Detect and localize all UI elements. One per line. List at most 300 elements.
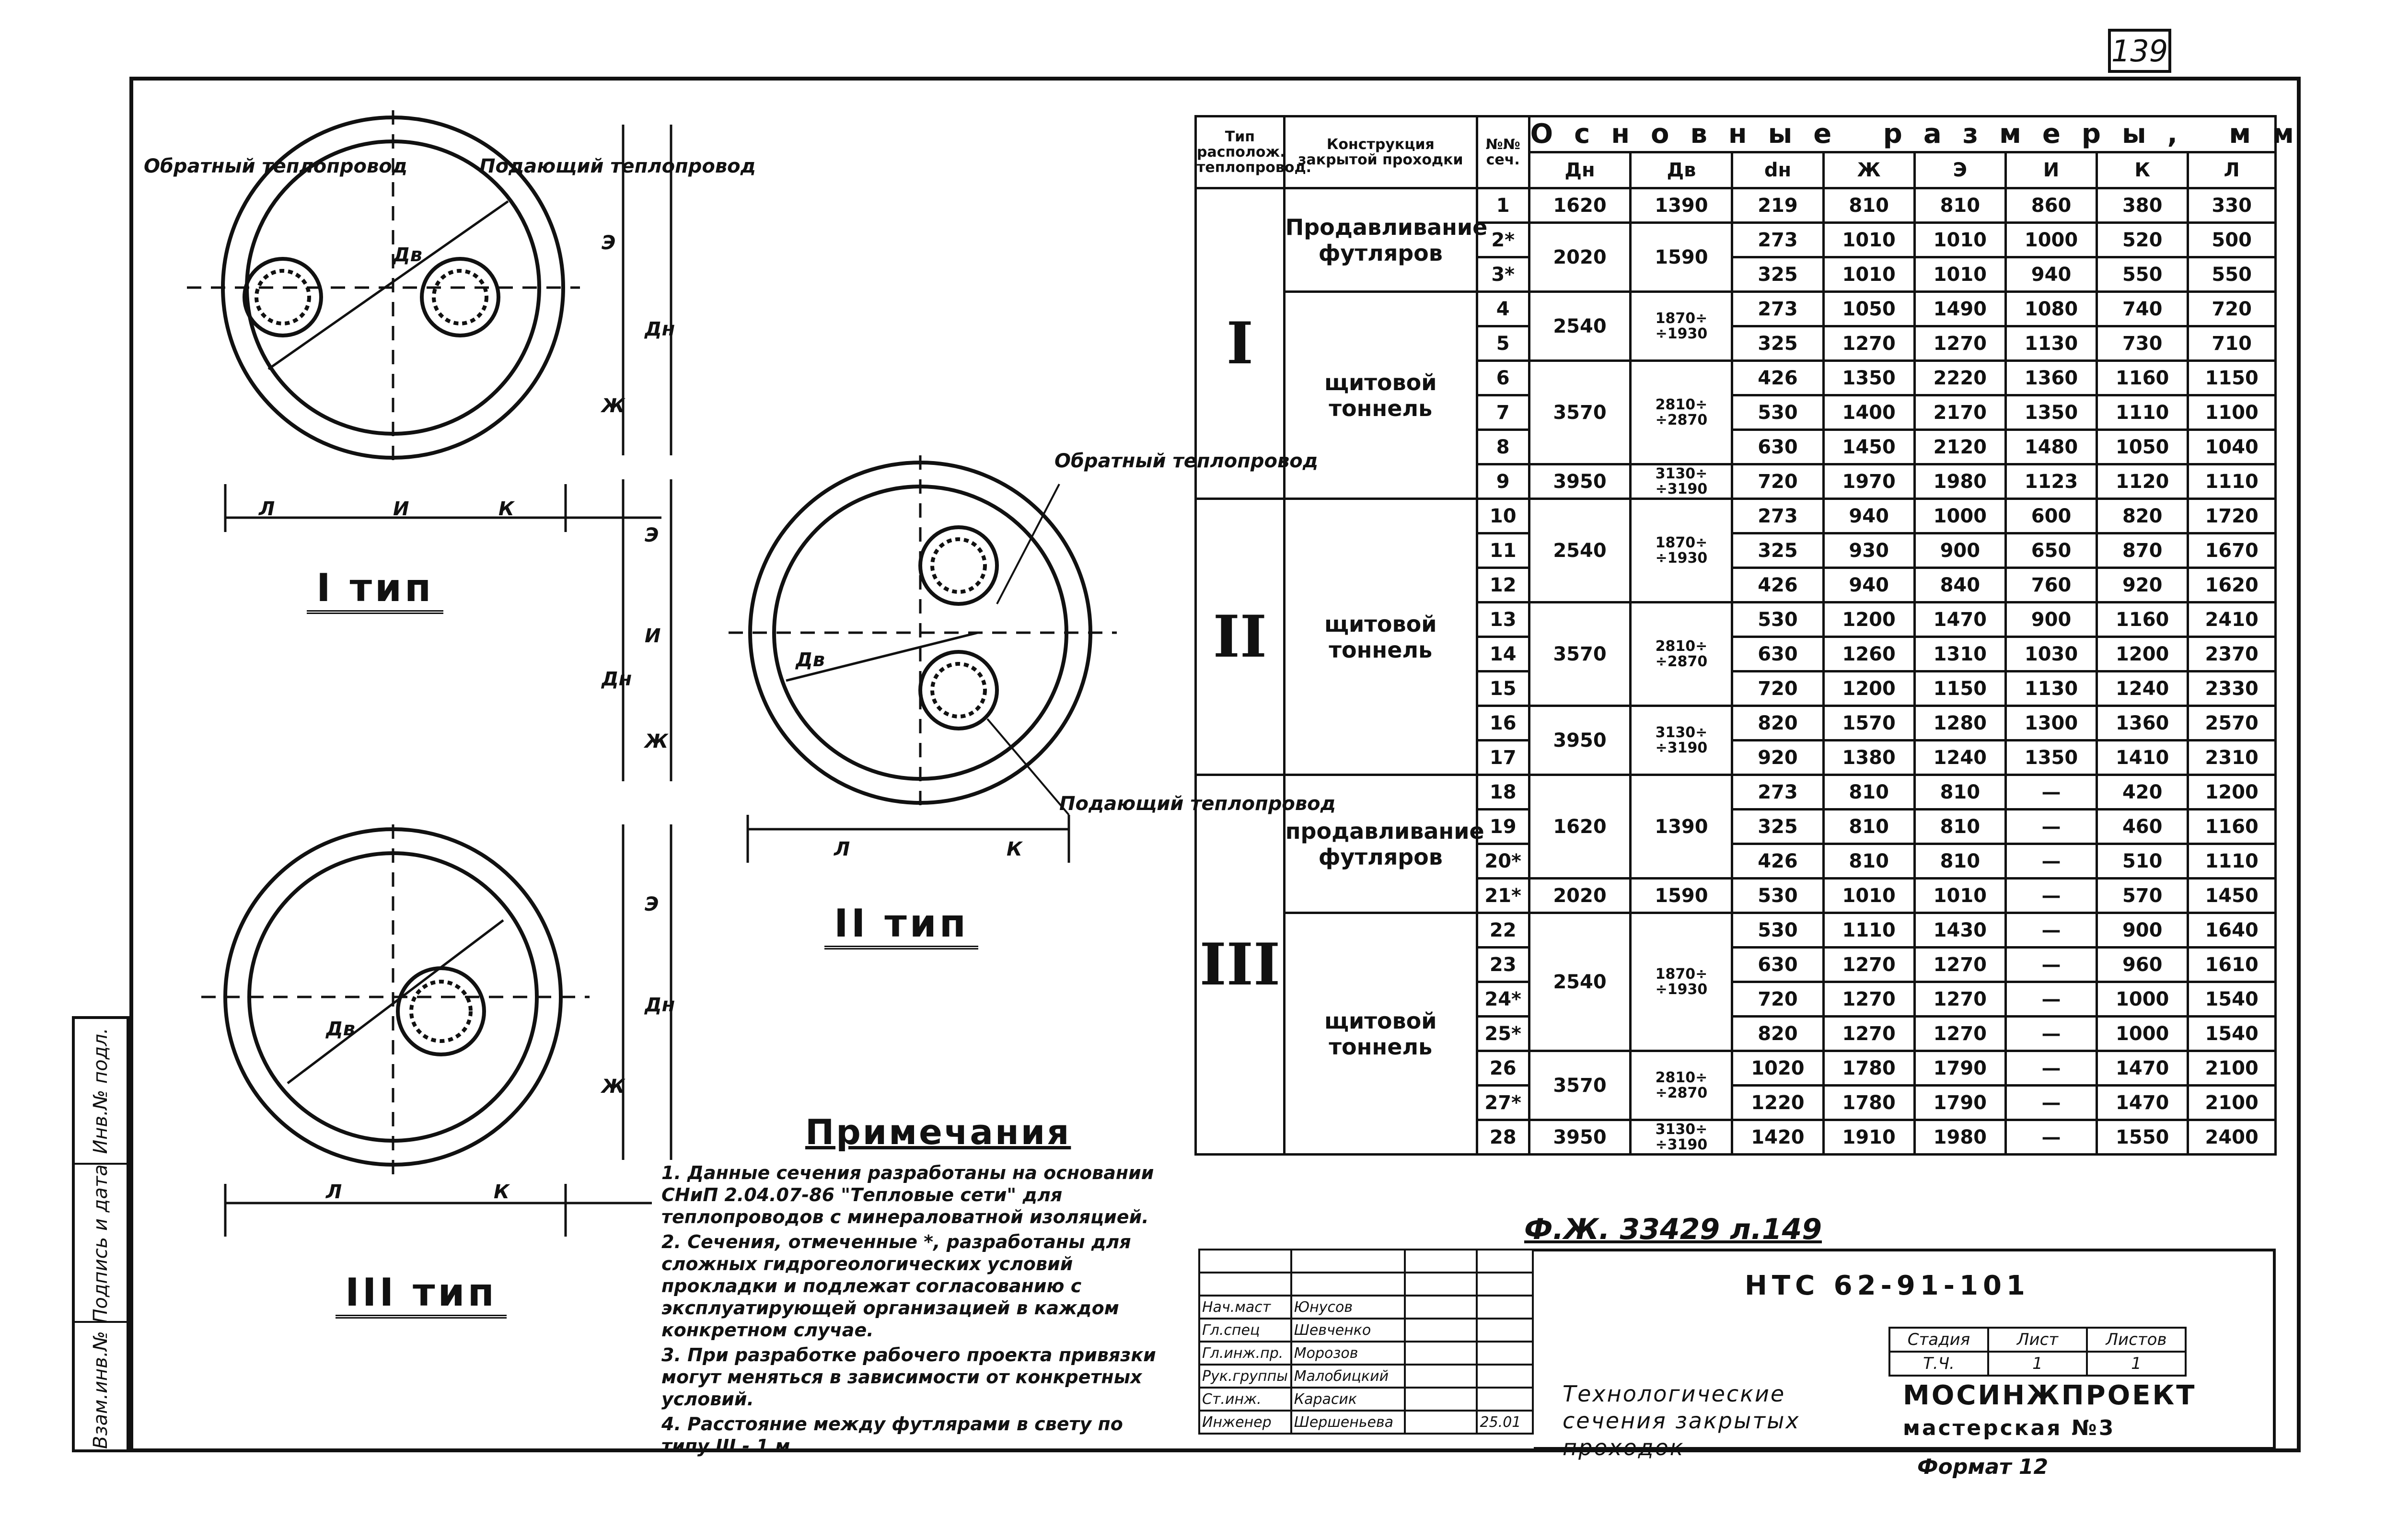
cell-l: 1540 xyxy=(2188,982,2276,1017)
cell-dn-small: 325 xyxy=(1732,257,1823,292)
cell-dn: 2020 xyxy=(1529,223,1631,292)
cell-dv: 3130÷ ÷3190 xyxy=(1631,706,1732,775)
signatures-table xyxy=(1198,1249,1534,1435)
cell-zh: 1110 xyxy=(1823,913,1914,948)
cell-k: 1410 xyxy=(2097,741,2188,775)
cell-dn-small: 630 xyxy=(1732,948,1823,982)
table-row xyxy=(1196,292,2276,326)
cell-k: 380 xyxy=(2097,188,2188,223)
cell-zh: 1350 xyxy=(1823,361,1914,395)
sig-role: Гл.инж.пр. xyxy=(1199,1342,1291,1365)
t3-vdim-e: Э xyxy=(645,893,659,915)
cell-e: 1470 xyxy=(1914,602,2005,637)
cell-zh: 1570 xyxy=(1823,706,1914,741)
signature-row xyxy=(1199,1365,1533,1388)
cell-l: 2410 xyxy=(2188,602,2276,637)
cell-l: 1450 xyxy=(2188,879,2276,913)
cell-dn-small: 325 xyxy=(1732,533,1823,568)
stage-value: Т.Ч. xyxy=(1889,1352,1988,1376)
cell-l: 1620 xyxy=(2188,568,2276,602)
cell-i: — xyxy=(2005,1120,2096,1155)
t1-diam: Дв xyxy=(393,244,422,266)
cell-num: 23 xyxy=(1477,948,1529,982)
cell-k: 1050 xyxy=(2097,430,2188,464)
cell-num: 8 xyxy=(1477,430,1529,464)
cell-k: 920 xyxy=(2097,568,2188,602)
cell-l: 2100 xyxy=(2188,1086,2276,1120)
cell-num: 25* xyxy=(1477,1017,1529,1051)
cell-e: 1240 xyxy=(1914,741,2005,775)
organization-sub: мастерская №3 xyxy=(1903,1416,2116,1440)
cell-i: — xyxy=(2005,1086,2096,1120)
cell-num: 27* xyxy=(1477,1086,1529,1120)
sig-role: Рук.группы xyxy=(1199,1365,1291,1388)
cell-k: 1240 xyxy=(2097,672,2188,706)
cell-dn-small: 426 xyxy=(1732,361,1823,395)
organization-name: МОСИНЖПРОЕКТ xyxy=(1903,1380,2197,1411)
cell-l: 1200 xyxy=(2188,775,2276,810)
cell-e: 1430 xyxy=(1914,913,2005,948)
cell-l: 1040 xyxy=(2188,430,2276,464)
cell-num: 3* xyxy=(1477,257,1529,292)
sig-date: 25.01 xyxy=(1477,1411,1533,1434)
t1-dim-k: К xyxy=(498,498,514,520)
dimensions-table xyxy=(1194,115,2315,1156)
cell-e: 1010 xyxy=(1914,257,2005,292)
row-type: III xyxy=(1196,775,1285,1155)
type3-diagram xyxy=(201,824,671,1237)
cell-dn-small: 820 xyxy=(1732,706,1823,741)
cell-num: 9 xyxy=(1477,464,1529,499)
t2-vdim-i: И xyxy=(645,625,661,647)
sig-role: Нач.маст xyxy=(1199,1296,1291,1319)
sidebar-label-2: Подпись и дата xyxy=(90,1164,112,1323)
sig-date xyxy=(1477,1388,1533,1411)
cell-dn: 3950 xyxy=(1529,706,1631,775)
cell-l: 2400 xyxy=(2188,1120,2276,1155)
type1-label: I тип xyxy=(307,566,443,614)
dimensions-table-body xyxy=(1196,188,2276,1155)
cell-zh: 1200 xyxy=(1823,602,1914,637)
cell-dn: 2540 xyxy=(1529,292,1631,361)
cell-e: 1270 xyxy=(1914,982,2005,1017)
cell-num: 1 xyxy=(1477,188,1529,223)
cell-num: 13 xyxy=(1477,602,1529,637)
cell-dn-small: 426 xyxy=(1732,568,1823,602)
sig-role: Инженер xyxy=(1199,1411,1291,1434)
cell-zh: 810 xyxy=(1823,188,1914,223)
cell-num: 21* xyxy=(1477,879,1529,913)
cell-dn-small: 630 xyxy=(1732,637,1823,672)
cell-i: 1130 xyxy=(2005,326,2096,361)
stage-box xyxy=(1888,1327,2187,1377)
row-construction: щитовой тоннель xyxy=(1284,499,1477,775)
cell-e: 810 xyxy=(1914,810,2005,844)
row-construction: щитовой тоннель xyxy=(1284,292,1477,499)
sidebar-label-3: Взам.инв.№ xyxy=(90,1331,112,1449)
cell-k: 420 xyxy=(2097,775,2188,810)
cell-i: — xyxy=(2005,810,2096,844)
signature-row xyxy=(1199,1411,1533,1434)
cell-i: 1350 xyxy=(2005,741,2096,775)
cell-e: 810 xyxy=(1914,188,2005,223)
cell-k: 1110 xyxy=(2097,395,2188,430)
cell-e: 2220 xyxy=(1914,361,2005,395)
cell-zh: 930 xyxy=(1823,533,1914,568)
sig-date xyxy=(1477,1296,1533,1319)
cell-l: 500 xyxy=(2188,223,2276,257)
cell-l: 2370 xyxy=(2188,637,2276,672)
sig-date xyxy=(1477,1273,1533,1296)
cell-e: 810 xyxy=(1914,775,2005,810)
t1-vdim-dn: Дн xyxy=(645,318,675,340)
cell-dn-small: 530 xyxy=(1732,879,1823,913)
sig-role: Гл.спец xyxy=(1199,1319,1291,1342)
cell-l: 1110 xyxy=(2188,844,2276,879)
table-row xyxy=(1196,775,2276,810)
cell-num: 26 xyxy=(1477,1051,1529,1086)
hdr-construction: Конструкция закрытой проходки xyxy=(1284,116,1477,188)
cell-e: 1280 xyxy=(1914,706,2005,741)
cell-zh: 1450 xyxy=(1823,430,1914,464)
cell-num: 4 xyxy=(1477,292,1529,326)
cell-e: 1010 xyxy=(1914,879,2005,913)
t2-vdim-dn: Дн xyxy=(602,668,632,690)
cell-dn: 2020 xyxy=(1529,879,1631,913)
cell-zh: 1400 xyxy=(1823,395,1914,430)
cell-i: 1080 xyxy=(2005,292,2096,326)
cell-dn: 3570 xyxy=(1529,602,1631,706)
cell-e: 900 xyxy=(1914,533,2005,568)
cell-k: 520 xyxy=(2097,223,2188,257)
sig-name xyxy=(1291,1250,1405,1273)
cell-zh: 810 xyxy=(1823,775,1914,810)
t3-dim-l: Л xyxy=(326,1181,342,1203)
cell-dn-small: 720 xyxy=(1732,982,1823,1017)
hdr-col-dv: Дв xyxy=(1631,152,1732,188)
sheet-number: 139 xyxy=(2108,29,2171,73)
hdr-col-k: К xyxy=(2097,152,2188,188)
cell-dv: 2810÷ ÷2870 xyxy=(1631,602,1732,706)
sig-role: Ст.инж. xyxy=(1199,1388,1291,1411)
cell-l: 1110 xyxy=(2188,464,2276,499)
cell-zh: 810 xyxy=(1823,844,1914,879)
cell-e: 2170 xyxy=(1914,395,2005,430)
cell-l: 2310 xyxy=(2188,741,2276,775)
sidebar-label-1: Инв.№ подл. xyxy=(90,1028,112,1154)
row-construction: щитовой тоннель xyxy=(1284,913,1477,1155)
cell-dn-small: 1220 xyxy=(1732,1086,1823,1120)
cell-k: 1160 xyxy=(2097,602,2188,637)
cell-i: 1130 xyxy=(2005,672,2096,706)
note-2: 2. Сечения, отмеченные *, разработаны для сложных гидрогеологических условий прокладки и подлежат согласованию с эксплуатирующей организацией в каждом конкретном случае. xyxy=(661,1231,1131,1341)
notes-title: Примечания xyxy=(805,1112,1071,1152)
cell-dn-small: 273 xyxy=(1732,292,1823,326)
t3-diam: Дв xyxy=(326,1018,355,1040)
cell-i: 650 xyxy=(2005,533,2096,568)
cell-k: 740 xyxy=(2097,292,2188,326)
cell-dv: 2810÷ ÷2870 xyxy=(1631,1051,1732,1120)
cell-num: 18 xyxy=(1477,775,1529,810)
signature-row xyxy=(1199,1319,1533,1342)
t2-vdim-e: Э xyxy=(645,524,659,546)
cell-i: 860 xyxy=(2005,188,2096,223)
cell-e: 1010 xyxy=(1914,223,2005,257)
cell-l: 1160 xyxy=(2188,810,2276,844)
cell-e: 1150 xyxy=(1914,672,2005,706)
cell-k: 510 xyxy=(2097,844,2188,879)
sig-date xyxy=(1477,1342,1533,1365)
cell-dv: 1870÷ ÷1930 xyxy=(1631,499,1732,602)
cell-i: — xyxy=(2005,913,2096,948)
cell-i: 1350 xyxy=(2005,395,2096,430)
sig-date xyxy=(1477,1319,1533,1342)
table-row xyxy=(1196,499,2276,533)
note-3: 3. При разработке рабочего проекта привязки могут меняться в зависимости от конкретных условий. xyxy=(661,1344,1156,1410)
cell-i: 940 xyxy=(2005,257,2096,292)
cell-dv: 1870÷ ÷1930 xyxy=(1631,292,1732,361)
sig-name: Юнусов xyxy=(1291,1296,1405,1319)
sig-name xyxy=(1291,1273,1405,1296)
sig-signature xyxy=(1405,1342,1477,1365)
cell-l: 2100 xyxy=(2188,1051,2276,1086)
cell-l: 330 xyxy=(2188,188,2276,223)
type2-diagram xyxy=(623,455,1117,863)
cell-k: 1120 xyxy=(2097,464,2188,499)
cell-dn-small: 720 xyxy=(1732,464,1823,499)
sig-signature xyxy=(1405,1388,1477,1411)
cell-l: 1720 xyxy=(2188,499,2276,533)
signature-row xyxy=(1199,1250,1533,1273)
cell-dn-small: 630 xyxy=(1732,430,1823,464)
sig-role xyxy=(1199,1250,1291,1273)
sig-name: Малобицкий xyxy=(1291,1365,1405,1388)
cell-k: 730 xyxy=(2097,326,2188,361)
archive-stamp: Ф.Ж. 33429 л.149 xyxy=(1524,1213,1822,1246)
cell-k: 1000 xyxy=(2097,1017,2188,1051)
cell-zh: 1050 xyxy=(1823,292,1914,326)
cell-num: 14 xyxy=(1477,637,1529,672)
cell-i: 1480 xyxy=(2005,430,2096,464)
hdr-col-l: Л xyxy=(2188,152,2276,188)
sig-signature xyxy=(1405,1250,1477,1273)
sig-name: Шершеньева xyxy=(1291,1411,1405,1434)
cell-k: 570 xyxy=(2097,879,2188,913)
cell-dn: 2540 xyxy=(1529,499,1631,602)
cell-zh: 1200 xyxy=(1823,672,1914,706)
cell-dn-small: 720 xyxy=(1732,672,1823,706)
signature-row xyxy=(1199,1342,1533,1365)
cell-e: 840 xyxy=(1914,568,2005,602)
cell-e: 1980 xyxy=(1914,464,2005,499)
cell-k: 1470 xyxy=(2097,1086,2188,1120)
cell-k: 900 xyxy=(2097,913,2188,948)
type3-label: III тип xyxy=(336,1270,507,1319)
cell-zh: 1010 xyxy=(1823,879,1914,913)
signature-row xyxy=(1199,1273,1533,1296)
cell-dn-small: 820 xyxy=(1732,1017,1823,1051)
cell-dn-small: 1020 xyxy=(1732,1051,1823,1086)
cell-k: 1470 xyxy=(2097,1051,2188,1086)
cell-i: 1000 xyxy=(2005,223,2096,257)
cell-i: 1030 xyxy=(2005,637,2096,672)
cell-dn: 3570 xyxy=(1529,361,1631,464)
hdr-col-e: Э xyxy=(1914,152,2005,188)
sig-name: Карасик xyxy=(1291,1388,1405,1411)
cell-i: — xyxy=(2005,1051,2096,1086)
t1-left-pipe: Обратный теплопровод xyxy=(144,155,408,177)
cell-dn-small: 530 xyxy=(1732,913,1823,948)
cell-k: 460 xyxy=(2097,810,2188,844)
cell-dn: 2540 xyxy=(1529,913,1631,1051)
t2-vdim-zh: Ж xyxy=(645,730,668,753)
cell-i: 1300 xyxy=(2005,706,2096,741)
cell-dv: 3130÷ ÷3190 xyxy=(1631,1120,1732,1155)
t2-dim-l: Л xyxy=(834,838,850,860)
cell-dn-small: 219 xyxy=(1732,188,1823,223)
row-type: I xyxy=(1196,188,1285,499)
sheet-hdr: Лист xyxy=(1988,1328,2087,1352)
note-1: 1. Данные сечения разработаны на основании СНиП 2.04.07-86 "Тепловые сети" для теплопроводов с минераловатной изоляцией. xyxy=(661,1162,1154,1227)
sheet-value: 1 xyxy=(1988,1352,2087,1376)
cell-l: 1640 xyxy=(2188,913,2276,948)
cell-dv: 2810÷ ÷2870 xyxy=(1631,361,1732,464)
sig-name: Шевченко xyxy=(1291,1319,1405,1342)
sig-signature xyxy=(1405,1411,1477,1434)
hdr-group: Основные размеры, мм xyxy=(1529,116,2275,152)
t1-vdim-e: Э xyxy=(602,232,616,254)
t1-right-pipe: Подающий теплопровод xyxy=(479,155,756,177)
cell-i: 600 xyxy=(2005,499,2096,533)
row-construction: продавливание футляров xyxy=(1284,775,1477,913)
cell-l: 1540 xyxy=(2188,1017,2276,1051)
cell-dn-small: 273 xyxy=(1732,223,1823,257)
cell-num: 10 xyxy=(1477,499,1529,533)
cell-num: 16 xyxy=(1477,706,1529,741)
cell-num: 5 xyxy=(1477,326,1529,361)
cell-l: 1150 xyxy=(2188,361,2276,395)
cell-l: 1610 xyxy=(2188,948,2276,982)
cell-i: 1360 xyxy=(2005,361,2096,395)
cell-dn-small: 1420 xyxy=(1732,1120,1823,1155)
t3-vdim-dn: Дн xyxy=(645,994,675,1016)
cell-zh: 1270 xyxy=(1823,948,1914,982)
cell-num: 28 xyxy=(1477,1120,1529,1155)
cell-dn: 3950 xyxy=(1529,464,1631,499)
cell-zh: 1780 xyxy=(1823,1051,1914,1086)
drawing-title: Технологические сечения закрытых проходок xyxy=(1563,1381,1800,1460)
t2-bottom-pipe: Подающий теплопровод xyxy=(1059,793,1336,815)
cell-i: 1123 xyxy=(2005,464,2096,499)
cell-dv: 1590 xyxy=(1631,223,1732,292)
sheets-value: 1 xyxy=(2087,1352,2186,1376)
sig-date xyxy=(1477,1365,1533,1388)
cell-num: 12 xyxy=(1477,568,1529,602)
cell-dv: 1390 xyxy=(1631,188,1732,223)
cell-l: 550 xyxy=(2188,257,2276,292)
cell-dv: 1390 xyxy=(1631,775,1732,879)
cell-zh: 940 xyxy=(1823,499,1914,533)
cell-dn-small: 530 xyxy=(1732,602,1823,637)
cell-k: 1000 xyxy=(2097,982,2188,1017)
cell-num: 2* xyxy=(1477,223,1529,257)
cell-e: 1790 xyxy=(1914,1086,2005,1120)
hdr-col-i: И xyxy=(2005,152,2096,188)
cell-e: 2120 xyxy=(1914,430,2005,464)
signature-row xyxy=(1199,1296,1533,1319)
cell-k: 1200 xyxy=(2097,637,2188,672)
hdr-type: Тип располож. теплопровод. xyxy=(1196,116,1285,188)
cell-e: 810 xyxy=(1914,844,2005,879)
cell-zh: 1780 xyxy=(1823,1086,1914,1120)
row-construction: Продавливание футляров xyxy=(1284,188,1477,292)
cell-e: 1270 xyxy=(1914,326,2005,361)
cell-zh: 1910 xyxy=(1823,1120,1914,1155)
notes xyxy=(661,1112,1165,1460)
t1-dim-i: И xyxy=(393,498,409,520)
sig-date xyxy=(1477,1250,1533,1273)
cell-num: 15 xyxy=(1477,672,1529,706)
table-row xyxy=(1196,913,2276,948)
t1-dim-l: Л xyxy=(259,498,275,520)
cell-dn-small: 273 xyxy=(1732,775,1823,810)
sheet-format: Формат 12 xyxy=(1917,1455,2049,1479)
cell-num: 20* xyxy=(1477,844,1529,879)
cell-l: 2330 xyxy=(2188,672,2276,706)
cell-zh: 1010 xyxy=(1823,257,1914,292)
document-code: НТС 62-91-101 xyxy=(1745,1270,2030,1301)
cell-e: 1310 xyxy=(1914,637,2005,672)
sig-name: Морозов xyxy=(1291,1342,1405,1365)
t2-diam: Дв xyxy=(796,649,825,671)
cell-zh: 1380 xyxy=(1823,741,1914,775)
cell-num: 11 xyxy=(1477,533,1529,568)
cell-i: — xyxy=(2005,1017,2096,1051)
cell-num: 24* xyxy=(1477,982,1529,1017)
cell-k: 1550 xyxy=(2097,1120,2188,1155)
hdr-col-dn: Дн xyxy=(1529,152,1631,188)
cell-e: 1980 xyxy=(1914,1120,2005,1155)
cell-zh: 1260 xyxy=(1823,637,1914,672)
cell-dv: 1590 xyxy=(1631,879,1732,913)
sig-role xyxy=(1199,1273,1291,1296)
sheets-hdr: Листов xyxy=(2087,1328,2186,1352)
cell-dn-small: 920 xyxy=(1732,741,1823,775)
cell-zh: 1270 xyxy=(1823,326,1914,361)
cell-dn: 3950 xyxy=(1529,1120,1631,1155)
cell-zh: 1970 xyxy=(1823,464,1914,499)
cell-zh: 1010 xyxy=(1823,223,1914,257)
cell-i: 900 xyxy=(2005,602,2096,637)
sig-signature xyxy=(1405,1319,1477,1342)
cell-num: 22 xyxy=(1477,913,1529,948)
cell-num: 6 xyxy=(1477,361,1529,395)
t3-vdim-zh: Ж xyxy=(602,1076,625,1098)
cell-k: 870 xyxy=(2097,533,2188,568)
note-4: 4. Расстояние между футлярами в свету по типу III - 1 м. xyxy=(661,1413,1123,1457)
t3-dim-k: К xyxy=(494,1181,510,1203)
table-row xyxy=(1196,188,2276,223)
cell-i: — xyxy=(2005,948,2096,982)
sig-signature xyxy=(1405,1296,1477,1319)
cell-e: 1790 xyxy=(1914,1051,2005,1086)
cell-i: — xyxy=(2005,879,2096,913)
cell-e: 1270 xyxy=(1914,948,2005,982)
cell-num: 7 xyxy=(1477,395,1529,430)
signature-row xyxy=(1199,1388,1533,1411)
cell-num: 19 xyxy=(1477,810,1529,844)
cell-l: 1670 xyxy=(2188,533,2276,568)
